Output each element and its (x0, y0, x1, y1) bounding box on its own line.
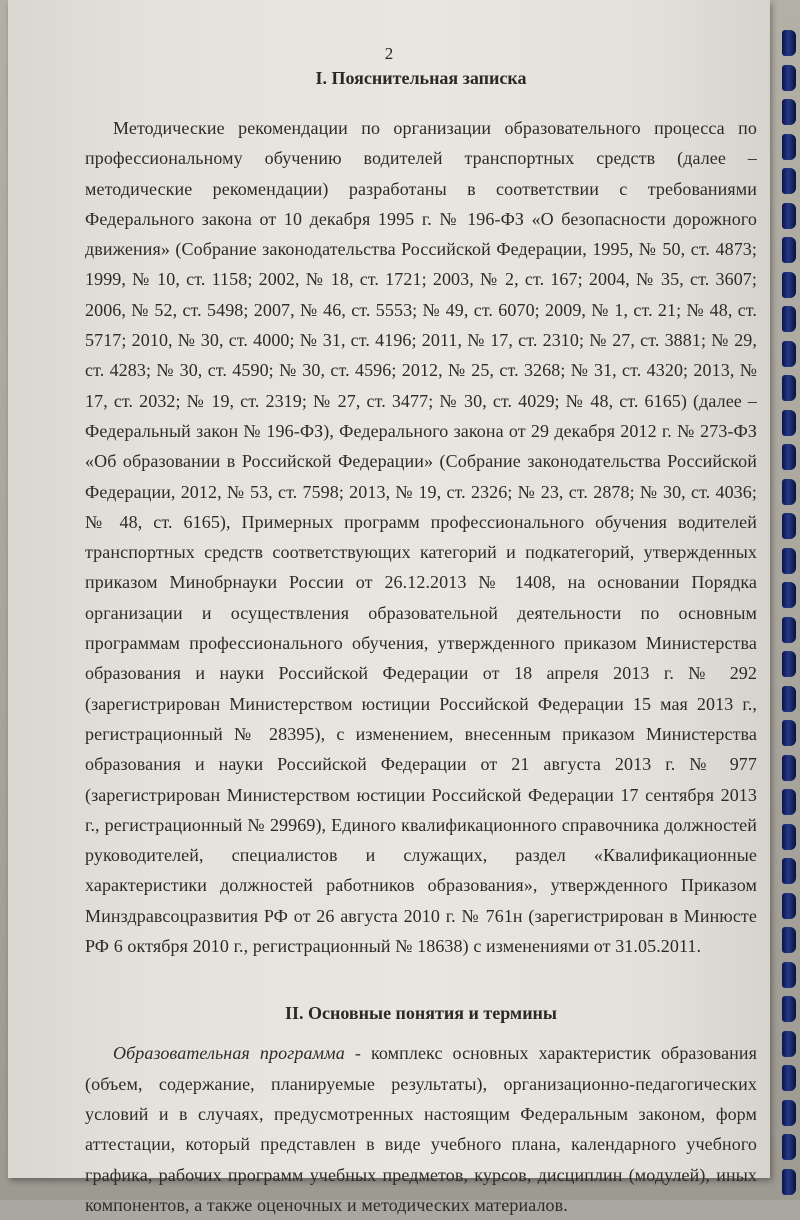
binding-ring (782, 617, 796, 643)
binding-ring (782, 65, 796, 91)
binding-ring (782, 341, 796, 367)
binding-ring (782, 272, 796, 298)
section-heading-terms: II. Основные понятия и термины (285, 1003, 557, 1024)
binding-ring (782, 824, 796, 850)
binding-ring (782, 134, 796, 160)
binding-ring (782, 1169, 796, 1195)
binding-ring (782, 203, 796, 229)
binding-ring (782, 99, 796, 125)
binding-ring (782, 30, 796, 56)
binding-ring (782, 962, 796, 988)
binding-ring (782, 375, 796, 401)
binding-ring (782, 1134, 796, 1160)
binding-ring (782, 410, 796, 436)
binding-ring (782, 513, 796, 539)
binding-ring (782, 1031, 796, 1057)
binding-ring (782, 479, 796, 505)
binding-ring (782, 858, 796, 884)
page-number: 2 (384, 44, 394, 63)
binding-ring (782, 755, 796, 781)
page-content (85, 63, 757, 1220)
section-heading-explanatory-note: I. Пояснительная записка (315, 68, 527, 88)
binding-ring (782, 927, 796, 953)
binding-ring (782, 686, 796, 712)
binding-ring (782, 651, 796, 677)
document-page (8, 0, 770, 1215)
binding-ring (782, 893, 796, 919)
binding-ring (782, 237, 796, 263)
binding-ring (782, 1100, 796, 1126)
binding-ring (782, 996, 796, 1022)
binding-ring (782, 582, 796, 608)
binding-ring (782, 306, 796, 332)
binding-ring (782, 548, 796, 574)
explanatory-note-paragraph: Методические рекомендации по организации образовательного процесса по профессиональному обучению водителей транспортных средств (далее – методические рекомендации) разработаны в соответствии с требованиями Федерального закона от 10 декабря 1995 г. № 196-ФЗ «О безопасности дорожного движения» (Собрание законодательства Российской Федерации, 1995, № 50, ст. 4873; 1999, № 10, ст. 1158; 2002, № 18, ст. 1721; 2003, № 2, ст. 167; 2004, № 35, ст. 3607; 2006, № 52, ст. 5498; 2007, № 46, ст. 5553; № 49, ст. 6070; 2009, № 1, ст. 21; № 48, ст. 5717; 2010, № 30, ст. 4000; № 31, ст. 4196; 2011, № 17, ст. 2310; № 27, ст. 3881; № 29, ст. 4283; № 30, ст. 4590; № 30, ст. 4596; 2012, № 25, ст. 3268; № 31, ст. 4320; 2013, № 17, ст. 2032; № 19, ст. 2319; № 27, ст. 3477; № 30, ст. 4029; № 48, ст. 6165) (далее – Федеральный закон № 196-ФЗ), Федерального закона от 29 декабря 2012 г. № 273-ФЗ «Об образовании в Российской Федерации» (Собрание законодательства Российской Федерации, 2012, № 53, ст. 7598; 2013, № 19, ст. 2326; № 23, ст. 2878; № 30, ст. 4036; № 48, ст. 6165), Примерных программ профессионального обучения водителей транспортных средств соответствующих категорий и подкатегорий, утвержденных приказом Минобрнауки России от 26.12.2013 № 1408, на основании Порядка организации и осуществления образовательной деятельности по основным программам профессионального обучения, утвержденного приказом Министерства образования и науки Российской Федерации от 18 апреля 2013 г. № 292 (зарегистрирован Министерством юстиции Российской Федерации 15 мая 2013 г., регистрационный № 28395), с изменением, внесенным приказом Министерства образования и науки Российской Федерации от 21 августа 2013 г. № 977 (зарегистрирован Министерством юстиции Российской Федерации 17 сентября 2013 г., регистрационный № 29969), Единого квалификационного справочника должностей руководителей, специалистов и служащих, раздел «Квалификационные характеристики должностей работников образования», утвержденного Приказом Минздравсоцразвития РФ от 26 августа 2010 г. № 761н (зарегистрирован в Минюсте РФ 6 октября 2010 г., регистрационный № 18638) с изменениями от 31.05.2011. (85, 118, 757, 957)
binding-ring (782, 1065, 796, 1091)
binding-ring (782, 720, 796, 746)
binding-ring (782, 789, 796, 815)
defined-term: Образовательная программа (113, 1043, 345, 1064)
definition-paragraph (85, 1038, 757, 1220)
binding-ring (782, 168, 796, 194)
spiral-binding (774, 0, 796, 1200)
binding-ring (782, 444, 796, 470)
term-definition: - комплекс основных характеристик образования (объем, содержание, планируемые результаты), организационно-педагогических условий и в случаях, предусмотренных настоящим Федеральным законом, форм аттестации, который представлен в виде учебного плана, календарного учебного графика, рабочих программ учебных предметов, курсов, дисциплин (модулей), иных компонентов, а также оценочных и методических материалов. (85, 1043, 758, 1215)
